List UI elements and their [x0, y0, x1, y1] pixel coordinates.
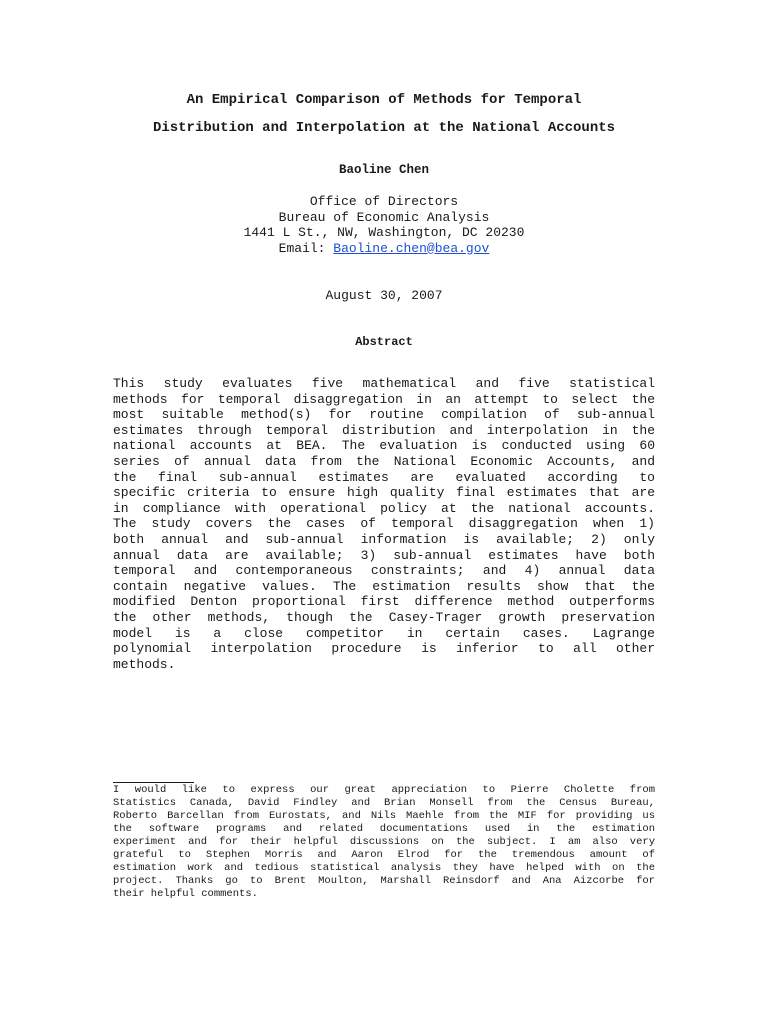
- author-name: Baoline Chen: [338, 163, 429, 177]
- footnote-line: grateful to Stephen Morris and Aaron Elrod for the tremendous amount of: [113, 849, 655, 861]
- affiliation-email-row: [0, 241, 768, 257]
- abstract-line: the final sub-annual estimates are evaluated according to: [113, 469, 655, 485]
- abstract-line: national accounts at BEA. The evaluation is conducted using 60: [113, 438, 655, 454]
- affiliation-address: 1441 L St., NW, Washington, DC 20230: [243, 225, 525, 240]
- author-affiliation: [0, 194, 768, 256]
- abstract-line: This study evaluates five mathematical and five statistical: [113, 376, 655, 391]
- footnote-line: experiment and for their helpful discussions on the subject. I am also very: [113, 836, 655, 848]
- footnote-line: their helpful comments.: [113, 888, 258, 900]
- affiliation-bureau: Bureau of Economic Analysis: [278, 209, 490, 225]
- abstract-body: [113, 376, 655, 672]
- abstract-line: temporal and contemporaneous constraints; and 4) annual data: [113, 563, 655, 579]
- footnote-line: estimation work and tedious statistical analysis they have helped with on the: [113, 862, 655, 874]
- title-line-2: Distribution and Interpolation at the National Accounts: [152, 120, 616, 136]
- paper-date: August 30, 2007: [325, 288, 443, 303]
- abstract-line: model is a close competitor in certain cases. Lagrange: [113, 625, 655, 641]
- footnote-line: I would like to express our great appreciation to Pierre Cholette from: [113, 784, 655, 796]
- abstract-line: methods for temporal disaggregation in an attempt to select the: [113, 391, 655, 407]
- abstract-line: both annual and sub-annual information is available; 2) only: [113, 531, 655, 547]
- abstract-line: polynomial interpolation procedure is inferior to all other: [113, 641, 655, 657]
- email-link[interactable]: Baoline.chen@bea.gov: [333, 240, 490, 256]
- paper-title: [0, 86, 768, 142]
- abstract-line: estimates through temporal distribution and interpolation in the: [113, 422, 655, 438]
- abstract-line: in compliance with operational policy at the national accounts.: [113, 500, 655, 516]
- footnote-line: Roberto Barcellan from Eurostats, and Nils Maehle from the MIF for providing us: [113, 810, 655, 822]
- abstract-line: The study covers the cases of temporal disaggregation when 1): [113, 516, 655, 532]
- abstract-line: annual data are available; 3) sub-annual estimates have both: [113, 547, 655, 563]
- footnote-line: the software programs and related documentations used in the estimation: [113, 823, 655, 835]
- footnote-divider: [113, 782, 194, 783]
- affiliation-office: Office of Directors: [309, 194, 459, 209]
- footnote-body: [113, 784, 655, 901]
- email-label: Email:: [278, 240, 326, 256]
- abstract-line: modified Denton proportional first difference method outperforms: [113, 594, 655, 610]
- title-line-1: An Empirical Comparison of Methods for Temporal: [186, 92, 582, 108]
- abstract-line: the other methods, though the Casey-Trager growth preservation: [113, 609, 655, 625]
- footnote-line: project. Thanks go to Brent Moulton, Marshall Reinsdorf and Ana Aizcorbe for: [113, 875, 655, 887]
- abstract-line: methods.: [113, 656, 176, 672]
- abstract-heading: Abstract: [355, 335, 413, 349]
- abstract-line: specific criteria to ensure high quality final estimates that are: [113, 485, 655, 501]
- footnote-line: Statistics Canada, David Findley and Brian Monsell from the Census Bureau,: [113, 797, 655, 809]
- abstract-line: series of annual data from the National Economic Accounts, and: [113, 453, 655, 469]
- abstract-line: most suitable method(s) for routine compilation of sub-annual: [113, 407, 655, 423]
- abstract-line: contain negative values. The estimation results show that the: [113, 578, 655, 594]
